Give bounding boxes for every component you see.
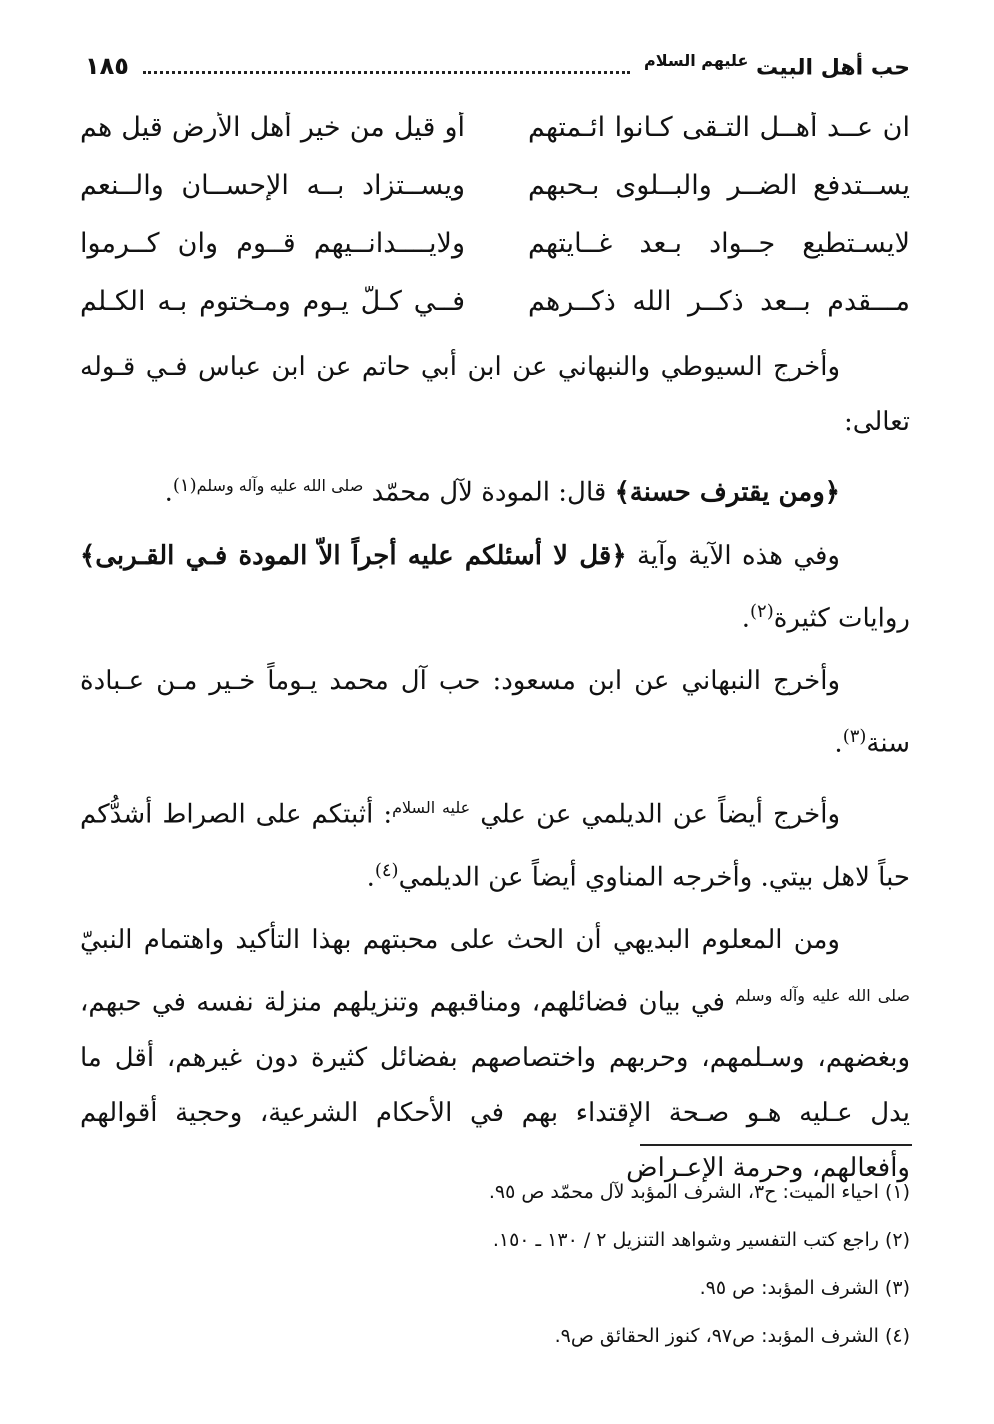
poem-verse	[80, 278, 910, 336]
running-title-text: حب أهل البيت	[756, 55, 910, 81]
footnote-ref-4: (٤)	[374, 859, 399, 881]
poem-verse	[80, 104, 910, 162]
paragraph-verse-quote	[80, 458, 910, 521]
body-text	[80, 340, 910, 1204]
paragraph-verse-narrations	[80, 529, 910, 647]
footnotes	[80, 1168, 910, 1360]
verse-first-hemistich: ان عــد أهــل التـقى كـانوا ائـمتهم	[528, 112, 910, 143]
poem	[80, 104, 910, 336]
footnote-3: (٣) الشرف المؤبد: ص ٩٥.	[699, 1277, 910, 1299]
poem-verse	[80, 162, 910, 220]
paragraph-lead: وأخرج أيضاً عن الديلمي عن علي	[480, 799, 841, 830]
running-title	[644, 51, 910, 80]
sentence-end: .	[366, 862, 375, 893]
verse-first-hemistich: لايسـتطيع جــواد بـعد غــايتهم	[528, 228, 910, 259]
sentence-end: .	[741, 603, 750, 634]
verse-second-hemistich: أو قيل من خير أهل الأرض قيل هم	[80, 112, 465, 143]
footnote-2: (٢) راجع كتب التفسير وشواهد التنزيل ٢ / ١٣٠ ـ ١٥٠.	[492, 1229, 910, 1251]
verse-first-hemistich: يســتدفع الضــر والبــلوى بـحبهم	[528, 170, 910, 201]
footnote-ref-1: (١)	[172, 475, 197, 496]
paragraph-tail: روايات كثيرة	[773, 603, 910, 634]
sentence-end: .	[164, 477, 173, 508]
quran-quote: ﴿ومن يقترف حسنة﴾	[614, 477, 840, 508]
verse-first-hemistich: مـــقدم بــعد ذكــر الله ذكــرهم	[528, 286, 910, 317]
footnote-1: (١) احياء الميت: ح٣، الشرف المؤبد لآل محمّد ص ٩٥.	[488, 1181, 910, 1203]
honorific-mark: صلى الله عليه وآله وسلم	[196, 476, 364, 495]
paragraph-lead: ومن المعلوم البديهي أن الحث على محبتهم بهذا التأكيد واهتمام النبيّ	[80, 925, 840, 956]
paragraph-text: وأخرج النبهاني عن ابن مسعود: حب آل محمد يـوماً خـير مـن عـبادة سنة	[80, 666, 910, 759]
honorific-mark: صلى الله عليه وآله وسلم	[735, 986, 910, 1006]
quran-quote: ﴿قل لا أسئلكم عليه أجراً الاّ المودة فـي القـربى﴾	[80, 540, 627, 571]
sentence-end: .	[834, 728, 843, 759]
footnote-ref-2: (٢)	[749, 600, 774, 622]
verse-second-hemistich: فــي كـلّ يـوم ومـختوم بـه الكـلم	[80, 286, 465, 317]
paragraph-suyuti: وأخرج السيوطي والنبهاني عن ابن أبي حاتم عن ابن عباس فـي قـوله تعالى:	[80, 352, 910, 437]
paragraph-conclusion	[80, 913, 910, 1196]
footnote-ref-3: (٣)	[842, 726, 867, 748]
paragraph-text: في بيان فضائلهم، ومناقبهم وتنزيلهم منزلة نفسه في حبهم، وبغضهم، وسـلمهم، وحربهم واختصاصهم بفضائل كثيرة دون غيرهم، أقل ما يدل عـليه هـو صـحة الإقتداء بهم في الأحكام الشرعية، وحجية أقوالهم وأفعالهم، وحرمة الإعـراض	[80, 987, 910, 1183]
paragraph-daylami	[80, 780, 910, 905]
verse-second-hemistich: ولايــــدانــيهم قــوم وان كــرموا	[80, 228, 465, 259]
running-header	[85, 46, 910, 86]
paragraph-lead: وفي هذه الآية وآية	[636, 540, 840, 571]
page-number: ١٨٥	[85, 52, 129, 80]
header-leader-dots	[143, 71, 630, 74]
quote-explanation: قال: المودة لآل محمّد	[371, 477, 607, 508]
footnote-separator	[640, 1144, 912, 1146]
paragraph-ibn-masud	[80, 654, 910, 772]
footnote-4: (٤) الشرف المؤبد: ص٩٧، كنوز الحقائق ص٩.	[554, 1325, 910, 1347]
paragraph-text: : أثبتكم على الصراط أشدُّكم حباً لاهل بيتي. وأخرجه المناوي أيضاً عن الديلمي	[80, 799, 910, 893]
honorific-mark: عليهم السلام	[644, 51, 749, 71]
honorific-mark: عليه السلام	[392, 797, 471, 817]
poem-verse	[80, 220, 910, 278]
verse-second-hemistich: ويســتزاد بــه الإحســان والــنعم	[80, 170, 465, 201]
